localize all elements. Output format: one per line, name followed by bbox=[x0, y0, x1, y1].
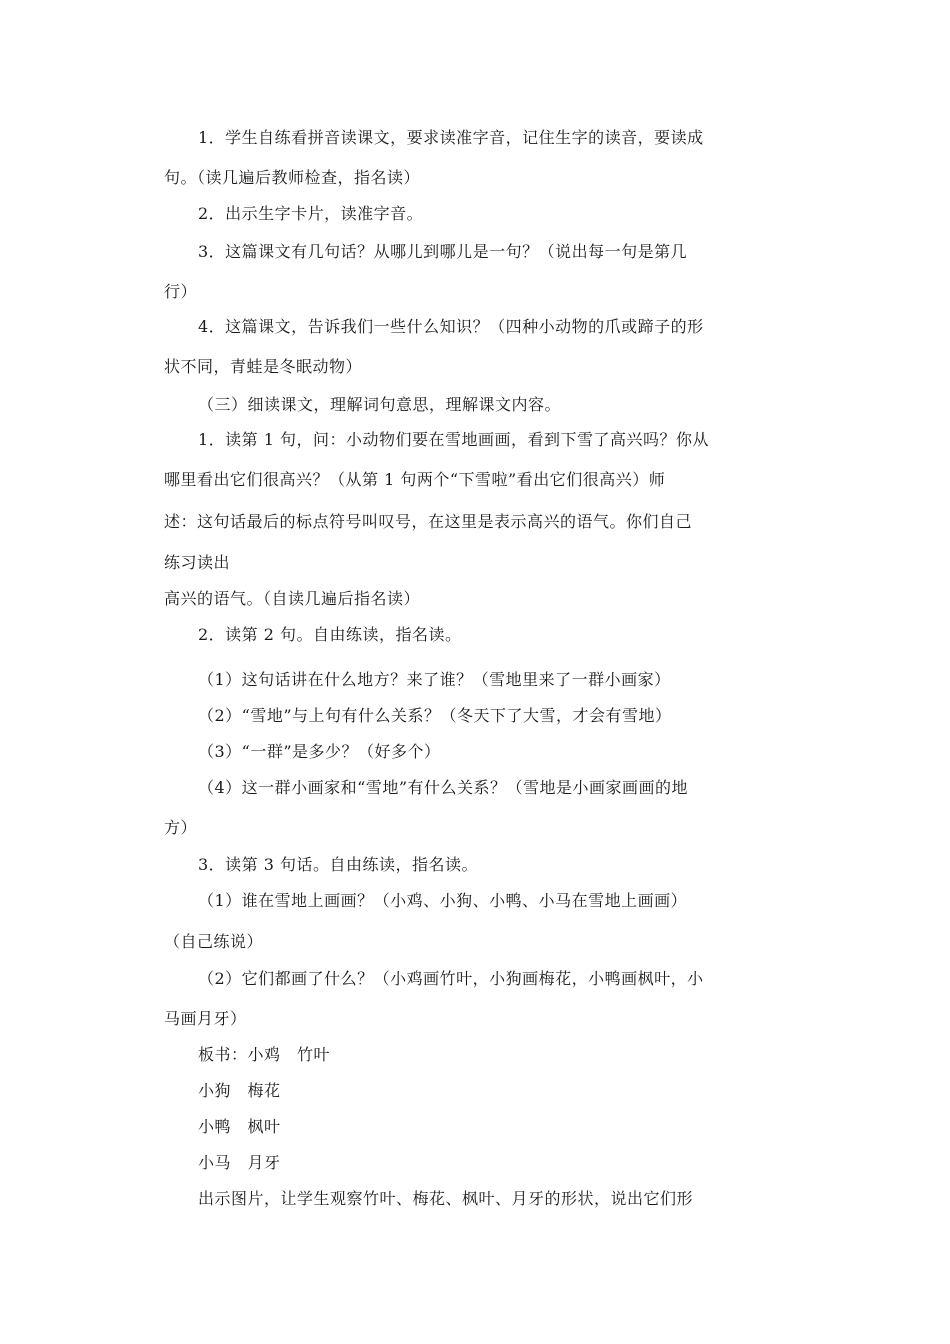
text-line: 方） bbox=[164, 818, 198, 837]
text-line: 马画月牙） bbox=[164, 1009, 247, 1028]
text-line: 1．读第 1 句，问：小动物们要在雪地画画，看到下雪了高兴吗？你从 bbox=[198, 430, 710, 449]
text-line: 哪里看出它们很高兴？（从第 1 句两个“下雪啦”看出它们很高兴）师 bbox=[164, 470, 666, 489]
text-line: 4．这篇课文，告诉我们一些什么知识？（四种小动物的爪或蹄子的形 bbox=[198, 317, 704, 336]
text-line: 行） bbox=[164, 282, 198, 301]
text-line: 小马 月牙 bbox=[198, 1153, 281, 1172]
text-line: 板书：小鸡 竹叶 bbox=[198, 1045, 331, 1064]
text-line: （2）它们都画了什么？（小鸡画竹叶，小狗画梅花，小鸭画枫叶，小 bbox=[198, 969, 704, 988]
text-line: 2．读第 2 句。自由练读，指名读。 bbox=[198, 625, 462, 644]
text-line: 小狗 梅花 bbox=[198, 1081, 281, 1100]
text-line: 述：这句话最后的标点符号叫叹号，在这里是表示高兴的语气。你们自己 bbox=[164, 512, 693, 531]
text-line: 高兴的语气。（自读几遍后指名读） bbox=[164, 589, 421, 608]
text-line: 3．读第 3 句话。自由练读，指名读。 bbox=[198, 855, 479, 874]
text-line: 句。（读几遍后教师检查，指名读） bbox=[164, 168, 421, 187]
text-line: 1．学生自练看拼音读课文，要求读准字音，记住生字的读音，要读成 bbox=[198, 128, 704, 147]
text-line: （三）细读课文，理解词句意思，理解课文内容。 bbox=[198, 395, 562, 414]
text-line: 出示图片，让学生观察竹叶、梅花、枫叶、月牙的形状，说出它们形 bbox=[198, 1189, 694, 1208]
text-line: （1）谁在雪地上画画？（小鸡、小狗、小鸭、小马在雪地上画画） bbox=[198, 891, 688, 910]
text-line: （4）这一群小画家和“雪地”有什么关系？（雪地是小画家画画的地 bbox=[198, 778, 689, 797]
text-line: （3）“一群”是多少？（好多个） bbox=[198, 742, 441, 761]
text-line: 3．这篇课文有几句话？从哪儿到哪儿是一句？（说出每一句是第几 bbox=[198, 242, 688, 261]
text-line: （1）这句话讲在什么地方？来了谁？（雪地里来了一群小画家） bbox=[198, 670, 671, 689]
text-line: 状不同，青蛙是冬眠动物） bbox=[164, 357, 363, 376]
text-line: 小鸭 枫叶 bbox=[198, 1117, 281, 1136]
text-line: 2．出示生字卡片，读准字音。 bbox=[198, 204, 424, 223]
text-line: （2）“雪地”与上句有什么关系？（冬天下了大雪，才会有雪地） bbox=[198, 706, 672, 725]
text-line: 练习读出 bbox=[164, 553, 231, 572]
text-line: （自己练说） bbox=[164, 932, 264, 951]
